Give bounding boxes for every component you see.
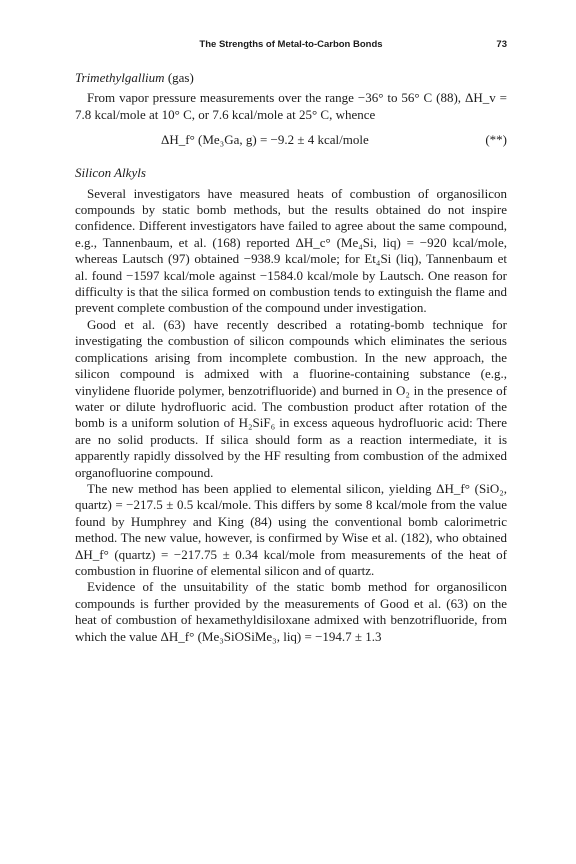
section-heading-trimethylgallium <box>75 70 507 86</box>
equation <box>75 129 507 151</box>
paragraph: Good et al. (63) have recently described a rotating-bomb technique for investigating the combustion of silicon compounds which eliminates the serious complications arising from incomplete combustion. In the new approach, the silicon compound is admixed with a fluorine-containing substance (e.g., vinylidene fluoride polymer, benzotrifluoride) and burned in O₂ in the presence of water or dilute hydrofluoric acid. The combustion product after rotation of the bomb is a uniform solution of H₂SiF₆ in excess aqueous hydrofluoric acid: There are no solid products. If silica should form as a reaction intermediate, it is apparently rapidly dissolved by the HF resulting from combustion of the admixed organofluorine compound. <box>75 316 507 480</box>
paragraph: Several investigators have measured heats of combustion of organosilicon compounds by static bomb methods, but the results obtained do not inspire confidence. Different investigators have failed to agree about the same compound, e.g., Tannenbaum, et al. (168) reported ΔH_c° (Me₄Si, liq) = −920 kcal/mole, whereas Lautsch (97) obtained −938.9 kcal/mole; for Et₄Si (liq), Tannenbaum et al. found −1597 kcal/mole against −1584.0 kcal/mole by Lautsch. One reason for difficulty is that the silica formed on combustion tends to extinguish the flame and prevent complete combustion of the compound under investigation. <box>75 185 507 316</box>
heading-suffix: (gas) <box>164 70 194 85</box>
running-title: The Strengths of Metal-to-Carbon Bonds <box>199 39 383 50</box>
equation-text: ΔH_f° (Me₃Ga, g) = −9.2 ± 4 kcal/mole <box>161 132 369 148</box>
page-body <box>75 70 507 645</box>
heading-text: Trimethylgallium <box>75 70 165 85</box>
paragraph: Evidence of the unsuitability of the static bomb method for organosilicon compounds is further provided by the measurements of Good et al. (63) on the heat of combustion of hexamethyldisiloxane admixed with benzotrifluoride, from which the value ΔH_f° (Me₃SiOSiMe₃, liq) = −194.7 ± 1.3 <box>75 579 507 644</box>
page-header <box>75 39 507 55</box>
section-heading-silicon-alkyls: Silicon Alkyls <box>75 165 146 181</box>
paragraph: From vapor pressure measurements over the range −36° to 56° C (88), ΔH_v = 7.8 kcal/mole at 10° C, or 7.6 kcal/mole at 25° C, whence <box>75 90 507 122</box>
equation-mark: (**) <box>485 132 507 148</box>
paragraph: The new method has been applied to elemental silicon, yielding ΔH_f° (SiO₂, quartz) = −217.5 ± 0.5 kcal/mole. This differs by some 8 kcal/mole from the value found by Humphrey and King (84) using the conventional bomb calorimetric method. The new value, however, is confirmed by Wise et al. (182), who obtained ΔH_f° (quartz) = −217.75 ± 0.34 kcal/mole from measurements of the heat of combustion in fluorine of elemental silicon and of quartz. <box>75 480 507 578</box>
page-number: 73 <box>496 39 507 50</box>
